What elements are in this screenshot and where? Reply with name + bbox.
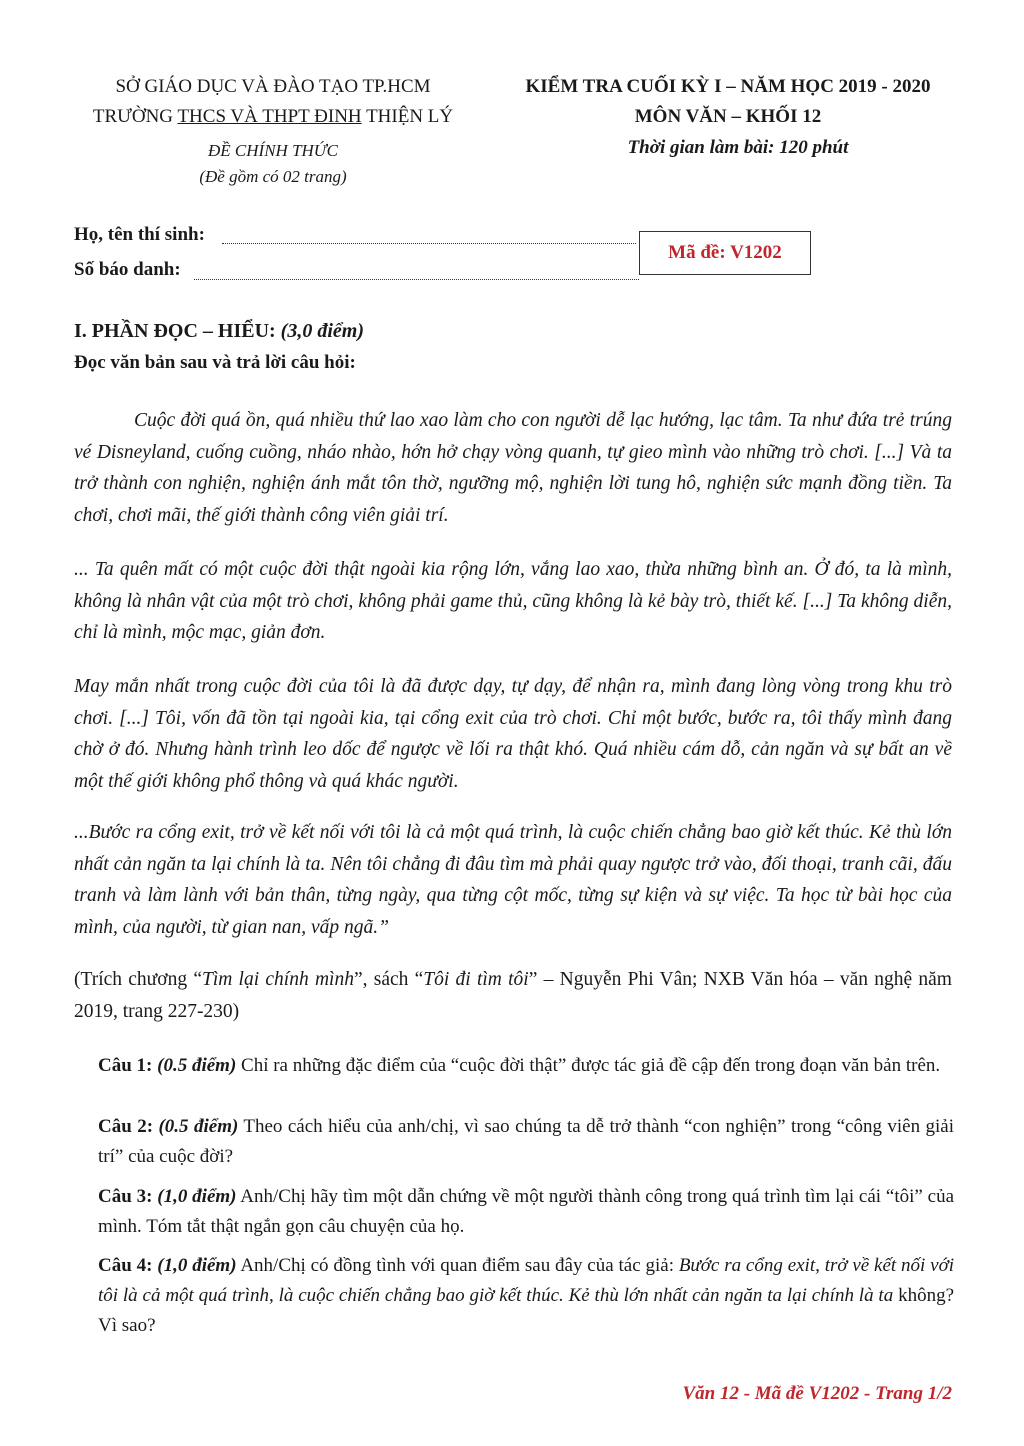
exam-subject: MÔN VĂN – KHỐI 12 <box>634 106 822 127</box>
passage-paragraph: ... Ta quên mất có một cuộc đời thật ngoài kia rộng lớn, vắng lao xao, thừa những bình an. Ở đó, ta là mình, không là nhân vật của một trò chơi, không phải game thủ, cũng không là kẻ bày trò, thiết kế. [...] Ta không diễn, chỉ là mình, mộc mạc, giản đơn. <box>74 559 952 643</box>
pages-note: (Đề gồm có 02 trang) <box>199 167 347 186</box>
school-header <box>58 72 488 190</box>
section-heading: I. PHẦN ĐỌC – HIỂU: (3,0 điểm) <box>74 320 364 342</box>
citation: (Trích chương “Tìm lại chính mình”, sách “Tôi đi tìm tôi” – Nguyễn Phi Vân; NXB Văn hóa – văn nghệ năm 2019, trang 227-230) <box>74 969 952 1022</box>
question-2: Câu 2: (0.5 điểm) Theo cách hiểu của anh/chị, vì sao chúng ta dễ trở thành “con nghiện” trong “công viên giải trí” của cuộc đời? <box>98 1116 954 1167</box>
department-name: SỞ GIÁO DỤC VÀ ĐÀO TẠO TP.HCM <box>115 76 431 97</box>
question-4: Câu 4: (1,0 điểm) Anh/Chị có đồng tình với quan điểm sau đây của tác giả: Bước ra cổng exit, trở về kết nối với tôi là cả một quá trình, là cuộc chiến chẳng bao giờ kết thúc. Kẻ thù lớn nhất cản ngăn ta lại chính là ta không? Vì sao? <box>98 1255 955 1336</box>
passage-paragraph: ...Bước ra cổng exit, trở về kết nối với tôi là cả một quá trình, là cuộc chiến chẳng bao giờ kết thúc. Kẻ thù lớn nhất cản ngăn ta lại chính là ta. Nên tôi chẳng đi đâu tìm mà phải quay ngược trở vào, đối thoại, tranh cãi, đấu tranh và làm lành với bản thân, từng ngày, qua từng cột mốc, từng sự kiện và sự việc. Ta học từ bài học của mình, của người, từ gian nan, vấp ngã.” <box>74 822 952 938</box>
exam-title: KIỂM TRA CUỐI KỲ I – NĂM HỌC 2019 - 2020 <box>525 76 931 97</box>
candidate-id-label: Số báo danh: <box>74 259 181 280</box>
page-footer: Văn 12 - Mã đề V1202 - Trang 1/2 <box>682 1383 952 1404</box>
exam-header <box>478 72 978 164</box>
exam-time: Thời gian làm bài: 120 phút <box>627 137 849 158</box>
question-3: Câu 3: (1,0 điểm) Anh/Chị hãy tìm một dẫn chứng về một người thành công trong quá trình tìm lại cái “tôi” của mình. Tóm tắt thật ngắn gọn câu chuyện của họ. <box>98 1186 955 1237</box>
question-1: Câu 1: (0.5 điểm) Chỉ ra những đặc điểm của “cuộc đời thật” được tác giả đề cập đến trong đoạn văn bản trên. <box>98 1055 941 1076</box>
candidate-name-line <box>222 243 636 244</box>
candidate-id-line <box>194 279 639 280</box>
passage-paragraph: Cuộc đời quá ồn, quá nhiều thứ lao xao làm cho con người dễ lạc hướng, lạc tâm. Ta như đứa trẻ trúng vé Disneyland, cuống cuồng, nháo nhào, hớn hở chạy vòng quanh, tự gieo mình vào những trò chơi. [...] Và ta trở thành con nghiện, nghiện ánh mắt tôn thờ, ngưỡng mộ, nghiện lời tung hô, nghiện sức mạnh đồng tiền. Ta chơi, chơi mãi, thế giới thành công viên giải trí. <box>74 410 952 526</box>
school-name: TRƯỜNG THCS VÀ THPT ĐINH THIỆN LÝ <box>92 106 454 127</box>
exam-code-box: Mã đề: V1202 <box>639 231 811 275</box>
passage-paragraph: May mắn nhất trong cuộc đời của tôi là đã được dạy, tự dạy, để nhận ra, mình đang lòng vòng trong khu trò chơi. [...] Tôi, vốn đã tồn tại ngoài kia, tại cổng exit của trò chơi. Chỉ một bước, bước ra, tôi thấy mình đang chờ ở đó. Nhưng hành trình leo dốc để ngược về lối ra thật khó. Quá nhiều cám dỗ, cản ngăn và sự bất an về một thế giới không phổ thông và quá khác người. <box>74 676 952 792</box>
section-instruction: Đọc văn bản sau và trả lời câu hỏi: <box>74 352 356 373</box>
official-label: ĐỀ CHÍNH THỨC <box>208 141 338 160</box>
candidate-name-label: Họ, tên thí sinh: <box>74 224 205 245</box>
